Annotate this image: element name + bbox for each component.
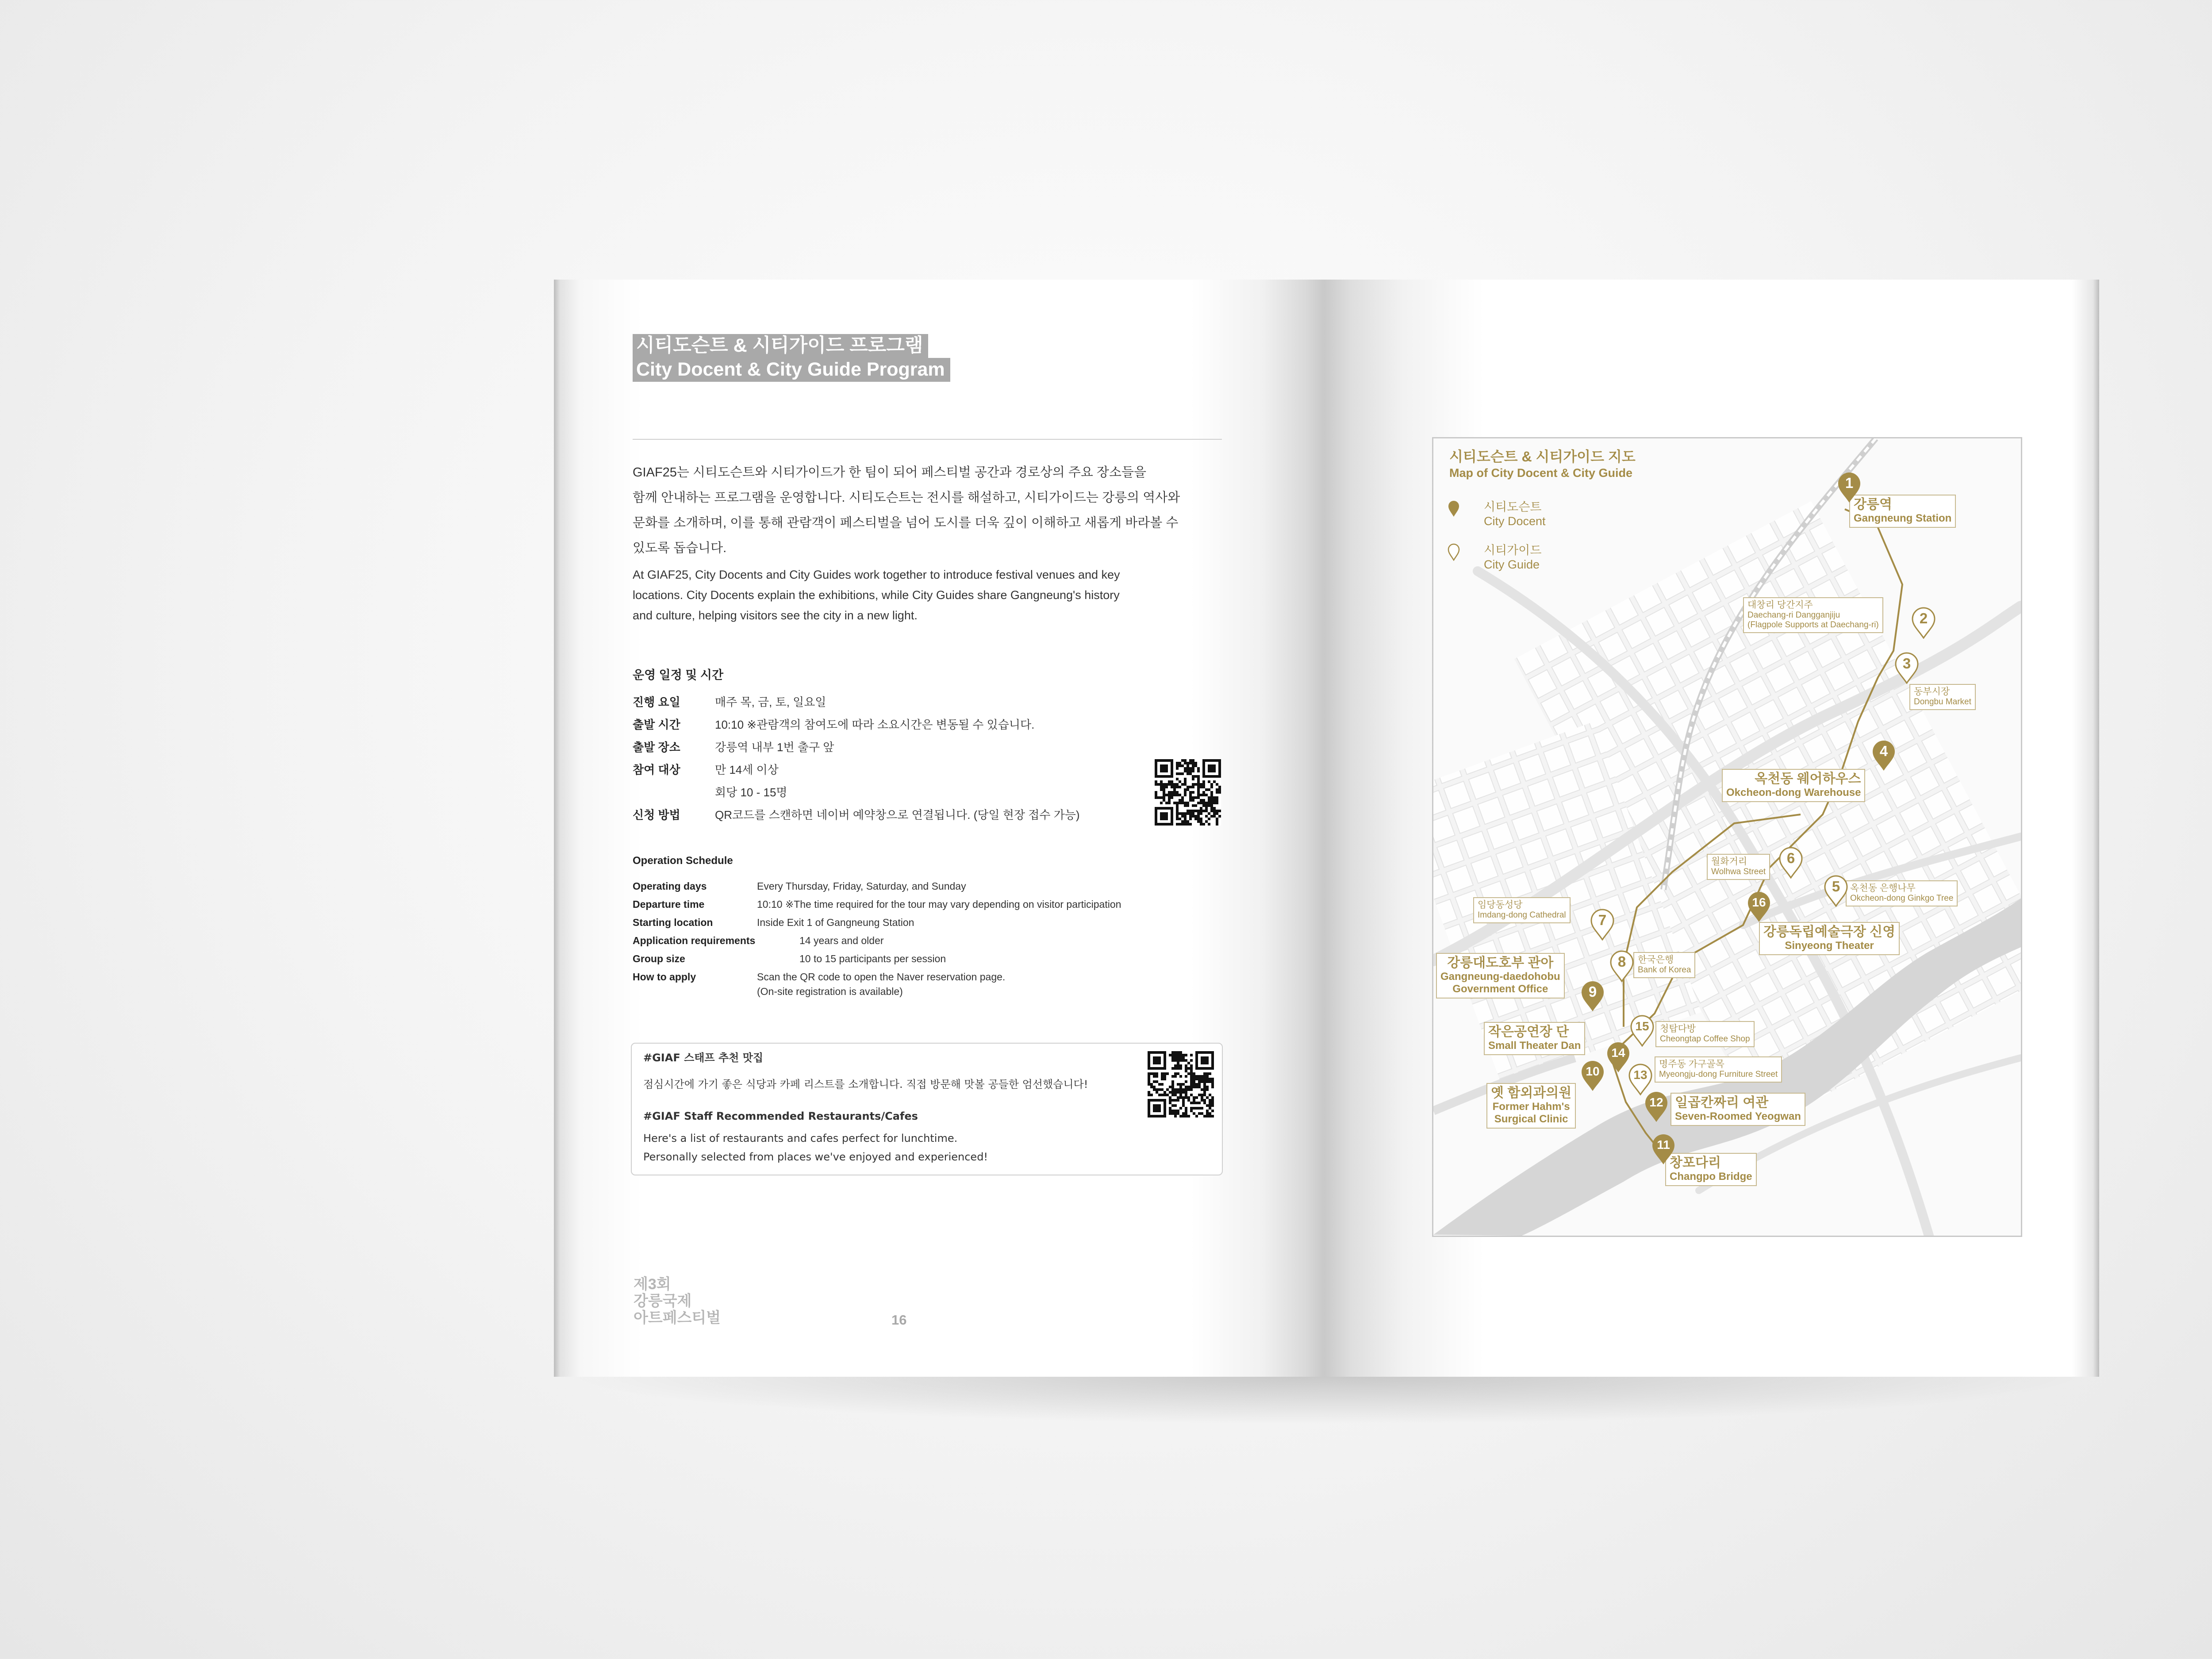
legend-docent-ko: 시티도슨트 [1484,500,1542,514]
schedule-label: Starting location [633,917,713,928]
map-pin-14[interactable] [1606,1041,1631,1073]
map-title-ko: 시티도슨트 & 시티가이드 지도 [1449,449,1636,465]
staff-text-ko: 점심시간에 가기 좋은 식당과 카페 리스트를 소개합니다. 직접 방문해 맛볼 공들한 엄선했습니다! [643,1078,1088,1091]
location-en: Government Office [1452,983,1548,995]
location-label-14 [1484,1022,1585,1055]
location-ko: 일곱칸짜리 여관 [1675,1095,1769,1110]
logo-line: 강릉국제 [634,1293,692,1310]
location-ko: 옥천동 웨어하우스 [1755,772,1861,786]
location-en: Seven-Roomed Yeogwan [1675,1110,1801,1122]
schedule-value: (On-site registration is available) [757,986,903,997]
pin-number: 1 [1845,475,1854,491]
pin-number: 12 [1649,1095,1663,1109]
festival-logo [634,1276,721,1326]
location-en: Dongbu Market [1914,697,1971,707]
location-label-7 [1473,897,1571,923]
location-label-9 [1436,953,1565,998]
map-title [1449,448,1636,480]
map-pin-8[interactable] [1609,950,1634,982]
schedule-value: 매주 목, 금, 토, 일요일 [715,695,826,709]
location-ko: 명주동 가구골목 [1659,1059,1724,1069]
map-pin-9[interactable] [1580,980,1605,1012]
page-number: 16 [891,1312,907,1328]
schedule-value: Inside Exit 1 of Gangneung Station [757,917,914,928]
location-label-5 [1846,880,1958,906]
qr-code-reservation[interactable] [1155,759,1221,826]
location-en: Cheongtap Coffee Shop [1660,1034,1750,1044]
intro-en-line: and culture, helping visitors see the city in a new light. [633,609,918,622]
pin-number: 2 [1919,610,1928,626]
location-label-1 [1849,495,1956,528]
location-label-2 [1743,597,1883,633]
map-title-en: Map of City Docent & City Guide [1449,466,1633,480]
staff-recommendations-box [631,1043,1223,1175]
location-en: Sinyeong Theater [1785,940,1874,952]
schedule-label: Application requirements [633,935,756,946]
location-label-6 [1707,854,1770,880]
title-ko: 시티도슨트 & 시티가이드 프로그램 [633,334,928,358]
location-ko: 임당동성당 [1478,900,1523,910]
schedule-label: Operating days [633,880,707,892]
location-ko: 창포다리 [1670,1156,1721,1170]
location-ko: 월화거리 [1711,856,1747,867]
intro-ko-line: 있도록 돕습니다. [633,541,727,555]
intro-english [633,565,1225,626]
left-page [554,280,1324,1377]
location-en: Surgical Clinic [1494,1113,1568,1125]
location-ko: 옥천동 은행나무 [1850,883,1916,893]
map-pin-12[interactable] [1644,1091,1669,1123]
pin-number: 16 [1752,895,1766,909]
schedule-label: How to apply [633,971,696,983]
schedule-label: 진행 요일 [633,695,680,709]
staff-heading-en: #GIAF Staff Recommended Restaurants/Cafes [643,1110,918,1122]
logo-line: 아트페스티벌 [634,1310,721,1326]
logo-line: 제3회 [634,1276,671,1293]
pin-number: 4 [1879,743,1888,759]
location-en: Small Theater Dan [1488,1040,1581,1052]
schedule-value: Scan the QR code to open the Naver reservation page. [757,971,1006,983]
pin-number: 10 [1586,1064,1600,1078]
legend-guide-en: City Guide [1484,558,1540,571]
location-ko: 강릉대도호부 관아 [1447,956,1554,970]
location-en: Wolhwa Street [1711,867,1766,876]
intro-korean [633,460,1225,561]
map-pin-16[interactable] [1747,891,1771,923]
pin-number: 7 [1598,912,1607,928]
map-pin-5[interactable] [1824,875,1848,907]
intro-en-line: locations. City Docents explain the exhibitions, while City Guides share Gangneung's history [633,588,1120,602]
intro-en-line: At GIAF25, City Docents and City Guides work together to introduce festival venues and key [633,568,1120,581]
location-en: Gangneung-daedohobu [1440,971,1560,983]
schedule-ko-heading: 운영 일정 및 시간 [633,668,724,682]
map-pin-6[interactable] [1778,847,1803,879]
legend-docent [1484,500,1546,528]
location-label-4 [1722,769,1865,802]
location-en: Okcheon-dong Warehouse [1726,787,1861,799]
schedule-value: 10 to 15 participants per session [799,953,946,964]
pin-number: 6 [1786,850,1795,866]
divider [633,439,1222,440]
map-pin-3[interactable] [1894,652,1919,684]
schedule-value: 10:10 ※관람객의 참여도에 따라 소요시간은 변동될 수 있습니다. [715,718,1035,731]
schedule-value: 강릉역 내부 1번 출구 앞 [715,741,834,754]
location-en: Daechang-ri Dangganjiju [1747,611,1840,620]
staff-heading-ko: #GIAF 스태프 추천 맛집 [643,1052,764,1064]
map-pin-15[interactable] [1630,1015,1655,1047]
legend-guide [1484,543,1541,572]
location-en: Former Hahm's [1492,1101,1570,1113]
map-pin-13[interactable] [1628,1064,1653,1095]
map-pin-2[interactable] [1911,607,1936,639]
location-ko: 청탑다방 [1660,1024,1696,1034]
schedule-value: Every Thursday, Friday, Saturday, and Sunday [757,880,966,892]
map-pin-7[interactable] [1590,909,1615,941]
location-ko: 한국은행 [1638,955,1674,965]
location-ko: 대창리 당간지주 [1747,600,1813,610]
location-label-13 [1655,1056,1782,1083]
location-label-3 [1909,684,1976,710]
pin-number: 8 [1617,953,1626,970]
location-label-15 [1655,1021,1755,1047]
schedule-value: 14 years and older [799,935,884,946]
pin-number: 14 [1611,1046,1625,1060]
schedule-label: 참여 대상 [633,763,680,776]
legend-docent-en: City Docent [1484,515,1546,528]
location-ko: 강릉독립예술극장 신영 [1763,925,1896,939]
location-ko: 동부시장 [1914,687,1950,697]
title-en: City Docent & City Guide Program [633,358,950,382]
staff-text-en: Here's a list of restaurants and cafes perfect for lunchtime. [643,1132,958,1144]
schedule-value: QR코드를 스캔하면 네이버 예약창으로 연결됩니다. (당일 현장 접수 가능) [715,808,1080,822]
staff-text-en: Personally selected from places we've enjoyed and experienced! [643,1151,988,1163]
location-en: Changpo Bridge [1670,1171,1752,1183]
map-pin-1[interactable] [1837,472,1862,503]
location-ko: 옛 함외과의원 [1491,1086,1572,1100]
pin-number: 9 [1588,983,1597,1000]
map-pin-4[interactable] [1871,740,1896,772]
schedule-label: 출발 장소 [633,741,680,754]
page-title [633,334,950,382]
pin-number: 15 [1635,1019,1649,1033]
location-en: Imdang-dong Cathedral [1478,910,1566,920]
pin-number: 5 [1832,878,1840,895]
schedule-label: 출발 시간 [633,718,680,731]
schedule-label: Departure time [633,899,705,910]
location-en: Bank of Korea [1638,965,1691,975]
map-pin-10[interactable] [1580,1060,1605,1092]
pin-number: 11 [1657,1138,1670,1152]
location-label-11 [1665,1153,1757,1186]
location-en: Myeongju-dong Furniture Street [1659,1070,1778,1079]
schedule-en-heading: Operation Schedule [633,855,733,867]
location-en: (Flagpole Supports at Daechang-ri) [1747,620,1879,630]
intro-ko-line: 문화를 소개하며, 이를 통해 관람객이 페스티벌을 넘어 도시를 더욱 깊이 이해하고 새롭게 바라볼 수 [633,516,1179,530]
location-en: Okcheon-dong Ginkgo Tree [1850,894,1954,903]
schedule-label: 신청 방법 [633,808,680,822]
intro-ko-line: 함께 안내하는 프로그램을 운영합니다. 시티도슨트는 전시를 해설하고, 시티가이드는 강릉의 역사와 [633,491,1180,505]
schedule-value: 회당 10 - 15명 [715,786,787,799]
map-pin-11[interactable] [1651,1133,1676,1165]
location-en: Gangneung Station [1854,512,1952,524]
intro-ko-line: GIAF25는 시티도슨트와 시티가이드가 한 팀이 되어 페스티벌 공간과 경로상의 주요 장소들을 [633,465,1146,480]
location-label-8 [1633,952,1695,978]
location-label-10 [1486,1083,1576,1129]
location-label-16 [1759,922,1900,955]
guide-pin-icon [1448,543,1460,561]
pin-number: 3 [1902,655,1911,672]
location-ko: 강릉역 [1854,497,1892,512]
qr-code-restaurants[interactable] [1148,1051,1214,1118]
location-ko: 작은공연장 단 [1488,1025,1569,1039]
schedule-label: Group size [633,953,685,964]
pin-number: 13 [1633,1068,1647,1082]
schedule-value: 만 14세 이상 [715,763,779,776]
legend-guide-ko: 시티가이드 [1484,544,1542,557]
docent-pin-icon [1448,500,1460,518]
location-label-12 [1671,1093,1805,1126]
schedule-value: 10:10 ※The time required for the tour may vary depending on visitor participation [757,899,1121,910]
